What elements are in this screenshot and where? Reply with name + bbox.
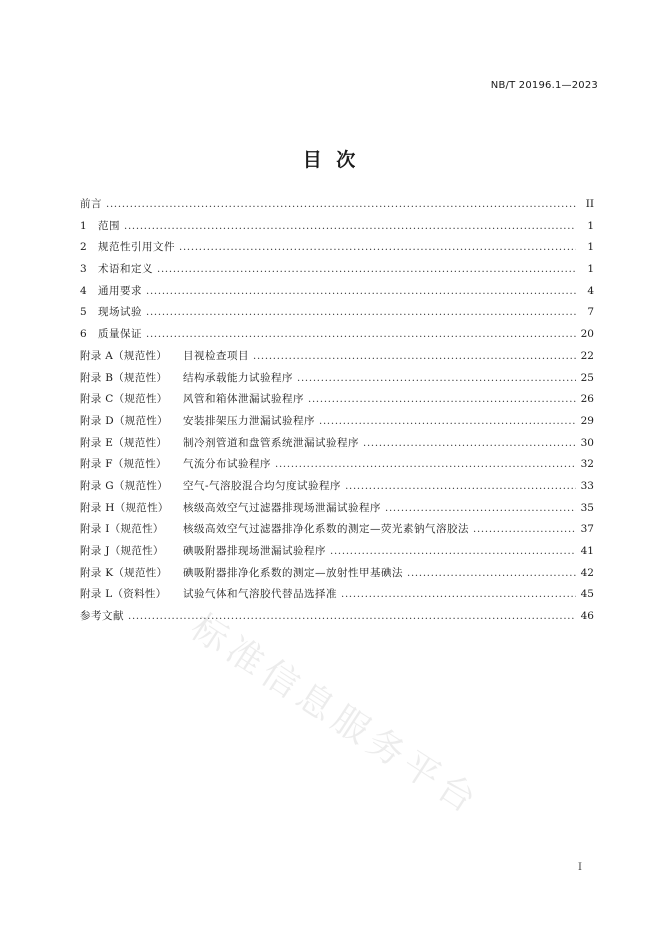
toc-leader-dots [124, 221, 576, 232]
toc-leader-dots [341, 589, 576, 600]
toc-entry-title: 前言 [80, 198, 102, 210]
toc-entry-title: 核级高效空气过滤器排净化系数的测定—荧光素钠气溶胶法 [183, 523, 469, 536]
toc-entry[interactable] [80, 456, 594, 478]
toc-section-number: 5 [80, 306, 87, 319]
toc-section-number: 6 [80, 328, 87, 341]
toc-entry-title: 现场试验 [98, 306, 142, 319]
toc-appendix-label: 附录 F（规范性） [80, 458, 167, 471]
toc-page-number: 37 [580, 523, 594, 536]
toc-leader-dots [330, 546, 576, 557]
toc-entry-title: 风管和箱体泄漏试验程序 [183, 393, 304, 406]
toc-leader-dots [146, 307, 576, 318]
toc-page-number: 20 [580, 328, 594, 341]
toc-leader-dots [157, 264, 576, 275]
toc-leader-dots [385, 503, 576, 514]
toc-page-number: 4 [587, 284, 594, 297]
toc-entry[interactable] [80, 565, 594, 587]
toc-entry-title: 术语和定义 [98, 263, 153, 276]
toc-entry[interactable] [80, 586, 594, 608]
toc-page-number: 33 [580, 479, 594, 492]
toc-leader-dots [363, 438, 576, 449]
toc-entry-title: 规范性引用文件 [98, 241, 175, 254]
toc-page-number: 26 [580, 393, 594, 406]
toc-section-number: 1 [80, 219, 87, 232]
toc-appendix-label: 附录 G（规范性） [80, 479, 168, 492]
standard-code: NB/T 20196.1—2023 [490, 80, 598, 91]
toc-leader-dots [407, 568, 576, 579]
page-title: 目 次 [302, 149, 360, 171]
toc-entry[interactable] [80, 326, 594, 348]
toc-entry[interactable] [80, 239, 594, 261]
toc-page-number: 1 [587, 241, 594, 254]
toc-appendix-label: 附录 L（资料性） [80, 588, 167, 601]
toc-page-number: 7 [587, 306, 594, 319]
toc-leader-dots [146, 286, 576, 297]
toc-page-number: 1 [587, 219, 594, 232]
toc-entry-title: 碘吸附器排净化系数的测定—放射性甲基碘法 [183, 566, 403, 579]
toc-page-number: 32 [580, 458, 594, 471]
toc-entry[interactable] [80, 391, 594, 413]
toc-entry[interactable] [80, 478, 594, 500]
toc-entry[interactable] [80, 500, 594, 522]
toc-page-number: 30 [580, 436, 594, 449]
toc-entry-title: 参考文献 [80, 610, 124, 623]
toc-entry-title: 气流分布试验程序 [183, 458, 271, 471]
toc-entry-title: 目视检查项目 [183, 349, 249, 362]
toc-leader-dots [128, 611, 576, 622]
toc-entry[interactable] [80, 261, 594, 283]
toc-entry-title: 碘吸附器排现场泄漏试验程序 [183, 545, 326, 557]
toc-page-number: 35 [580, 501, 594, 514]
toc-section-number: 3 [80, 263, 87, 276]
toc-entry[interactable] [80, 218, 594, 240]
toc-entry[interactable] [80, 521, 594, 543]
toc-leader-dots [308, 394, 576, 405]
toc-appendix-label: 附录 D（规范性） [80, 414, 168, 427]
toc-entry[interactable] [80, 283, 594, 305]
toc-leader-dots [345, 481, 576, 492]
toc-entry-title: 质量保证 [98, 328, 142, 341]
toc-section-number: 4 [80, 284, 87, 297]
watermark: 标准信息服务平台 [183, 606, 488, 825]
toc-page-number: 41 [580, 545, 594, 557]
toc-entry[interactable] [80, 413, 594, 435]
toc-leader-dots [106, 199, 576, 210]
toc-leader-dots [179, 242, 576, 253]
toc-leader-dots [275, 459, 576, 470]
toc-page-number: II [585, 198, 594, 210]
toc-leader-dots [253, 351, 576, 362]
toc-entry-title: 试验气体和气溶胶代替品选择准 [183, 588, 337, 601]
toc-appendix-label: 附录 I（规范性） [80, 523, 164, 536]
toc-page-number: 22 [580, 349, 594, 362]
toc-entry[interactable] [80, 543, 594, 565]
toc-appendix-label: 附录 J（规范性） [80, 545, 164, 557]
toc-entry[interactable] [80, 304, 594, 326]
toc-page-number: 1 [587, 263, 594, 276]
toc-page-number: 42 [580, 566, 594, 579]
page-number: I [578, 862, 582, 873]
toc-page-number: 29 [580, 414, 594, 427]
table-of-contents [80, 196, 594, 630]
toc-entry-title: 通用要求 [98, 284, 142, 297]
toc-entry[interactable] [80, 348, 594, 370]
toc-appendix-label: 附录 B（规范性） [80, 371, 168, 384]
toc-entry[interactable] [80, 435, 594, 457]
toc-entry[interactable] [80, 608, 594, 630]
toc-entry[interactable] [80, 370, 594, 392]
toc-entry-title: 安装排架压力泄漏试验程序 [183, 414, 315, 427]
toc-entry-title: 核级高效空气过滤器排现场泄漏试验程序 [183, 501, 381, 514]
toc-entry-title: 空气-气溶胶混合均匀度试验程序 [183, 479, 342, 492]
toc-appendix-label: 附录 C（规范性） [80, 393, 168, 406]
toc-entry[interactable] [80, 196, 594, 218]
toc-entry-title: 制冷剂管道和盘管系统泄漏试验程序 [183, 436, 359, 449]
toc-appendix-label: 附录 A（规范性） [80, 349, 168, 362]
toc-entry-title: 结构承载能力试验程序 [183, 371, 293, 384]
toc-page-number: 45 [580, 588, 594, 601]
toc-appendix-label: 附录 H（规范性） [80, 501, 169, 514]
toc-leader-dots [473, 524, 576, 535]
toc-leader-dots [319, 416, 576, 427]
toc-appendix-label: 附录 E（规范性） [80, 436, 168, 449]
toc-page-number: 25 [580, 371, 594, 384]
toc-section-number: 2 [80, 241, 87, 254]
toc-leader-dots [297, 373, 576, 384]
toc-appendix-label: 附录 K（规范性） [80, 566, 168, 579]
toc-leader-dots [146, 329, 576, 340]
toc-page-number: 46 [580, 610, 594, 623]
toc-entry-title: 范围 [98, 219, 120, 232]
